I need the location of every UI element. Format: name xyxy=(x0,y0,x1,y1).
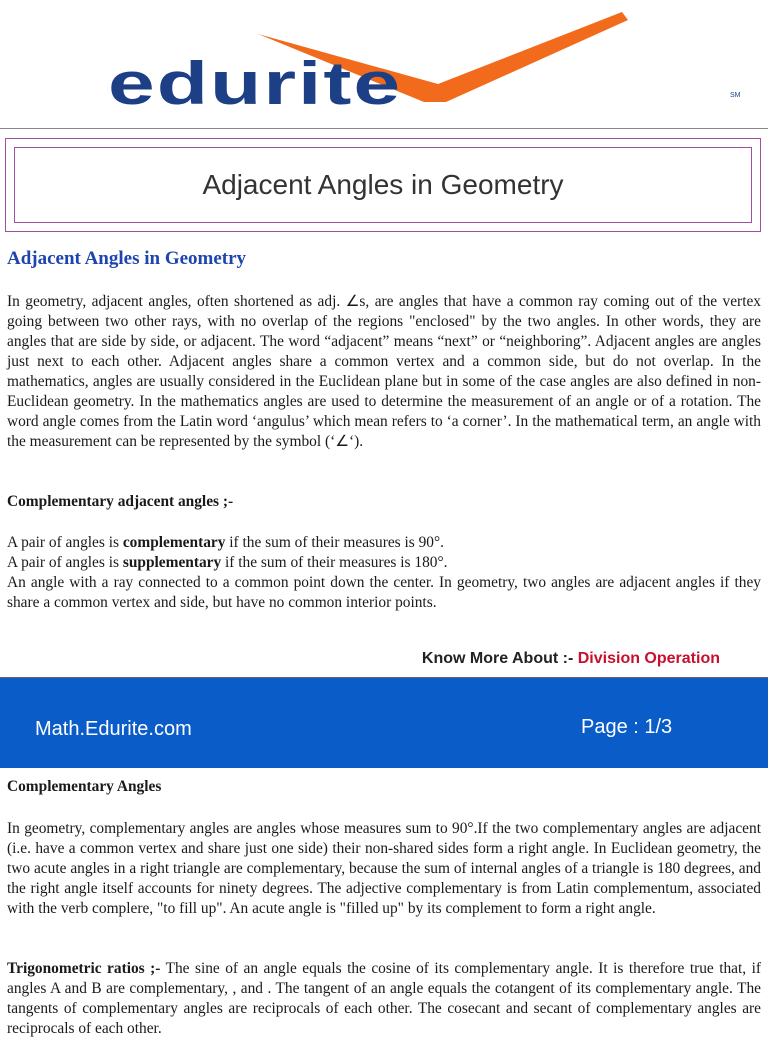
footer-band xyxy=(0,678,768,768)
heading-trigonometric-ratios: Trigonometric ratios ;- xyxy=(7,960,161,977)
adjacent-description: An angle with a ray connected to a common point down the center. In geometry, two angles are adjacent angles if they share a common vertex and side, but have no common interior points. xyxy=(7,574,761,611)
section-heading-adjacent-angles: Adjacent Angles in Geometry xyxy=(7,248,247,269)
paragraph-complementary-angles: In geometry, complementary angles are angles whose measures sum to 90°.If the two complementary angles are adjacent (i.e. have a common vertex and share just one side) their non-shared sides form a right angle. In Euclidean geometry, the two acute angles in a right triangle are complementary, because the sum of internal angles of a triangle is 180 degrees, and the right angle itself accounts for ninety degrees. The adjective complementary is from Latin complementum, associated with the verb complere, "to fill up". An acute angle is "filled up" by its complement to form a right angle. xyxy=(7,820,761,917)
header-divider xyxy=(0,128,768,129)
logo-wordmark: edurite xyxy=(108,49,403,118)
title-box-inner xyxy=(14,147,752,223)
def2-post: if the sum of their measures is 180°. xyxy=(221,554,448,571)
heading-complementary-angles: Complementary Angles xyxy=(7,778,162,795)
edurite-logo xyxy=(108,6,741,122)
heading-complementary-adjacent: Complementary adjacent angles ;- xyxy=(7,493,234,510)
def2-pre: A pair of angles is xyxy=(7,554,123,571)
logo-service-mark: SM xyxy=(730,92,741,99)
paragraph-adjacent-angles: In geometry, adjacent angles, often shortened as adj. ∠s, are angles that have a common ray coming out of the vertex going between two other rays, with no overlap of the regions "enclosed" by the two angles. In other words, they are angles that are side by side, or adjacent. The word “adjacent” means “next” or “neighboring”. Adjacent angles are angles just next to each other. Adjacent angles share a common vertex and a common side, but do not overlap. In the mathematics, angles are usually considered in the Euclidean plane but in some of the case angles are also defined in non- Euclidean geometry. In the mathematics angles are used to determine the measurement of an angle or of a rotation. The word angle comes from the Latin word ‘angulus’ which mean refers to ‘a corner’. In the mathematical term, an angle with the measurement can be represented by the symbol (‘∠‘). xyxy=(7,293,761,450)
paragraph-trigonometric-ratios xyxy=(7,959,761,1039)
footer-page-number: Page : 1/3 xyxy=(581,716,673,738)
complementary-definitions xyxy=(7,533,761,613)
def1-post: if the sum of their measures is 90°. xyxy=(225,534,445,551)
def1-term: complementary xyxy=(122,534,226,551)
definition-complementary xyxy=(7,533,761,553)
def1-pre: A pair of angles is xyxy=(7,534,123,551)
def2-term: supplementary xyxy=(122,554,222,571)
trigonometric-ratios-text: The sine of an angle equals the cosine of its complementary angle. It is therefore true that, if angles A and B are complementary, , and . The tangent of an angle equals the cotangent of its complementary angle. The tangents of complementary angles are reciprocals of each other. The cosecant and secant of complementary angles are reciprocals of each other. xyxy=(7,960,761,1037)
page-title: Adjacent Angles in Geometry xyxy=(202,169,564,200)
know-more-label: Know More About :- xyxy=(421,650,578,667)
definition-supplementary xyxy=(7,553,761,573)
footer-site-link[interactable]: Math.Edurite.com xyxy=(35,718,192,740)
title-box xyxy=(5,138,761,232)
division-operation-link[interactable]: Division Operation xyxy=(577,650,720,667)
know-more-about xyxy=(422,650,720,668)
